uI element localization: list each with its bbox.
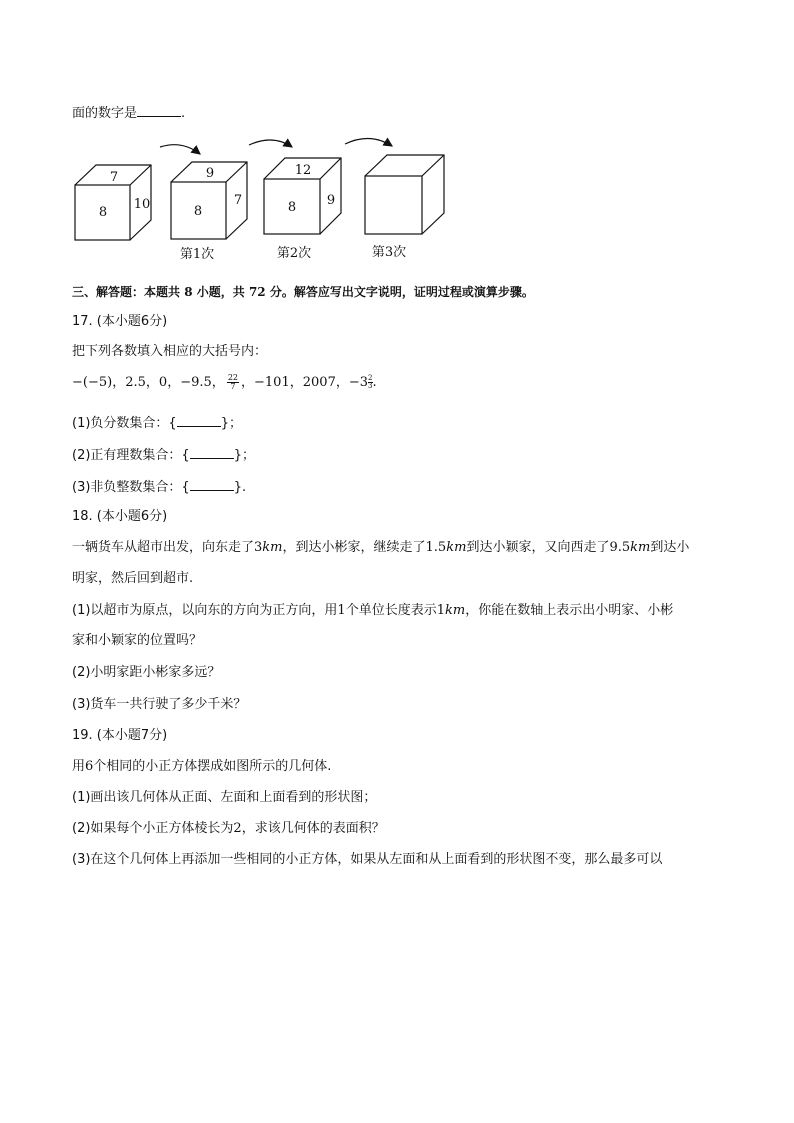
cube0-front: 8 (98, 205, 108, 220)
arrow-3 (345, 138, 392, 146)
label-step-3: 第3次 (371, 245, 407, 260)
fraction-2-3: $\frac{2}{3}$ (368, 374, 373, 390)
cube1-top: 9 (205, 166, 215, 181)
arrow-2 (249, 140, 292, 147)
label-step-1: 第1次 (179, 247, 215, 262)
cube2-top: 12 (294, 163, 312, 178)
answer-blank[interactable] (190, 478, 234, 491)
cube2-side: 9 (326, 193, 336, 208)
cube-3 (365, 155, 444, 234)
section-3-heading: 三、解答题：本题共 8 小题，共 72 分。解答应写出文字说明，证明过程或演算步骤。 (72, 285, 534, 299)
label-step-2: 第2次 (276, 246, 312, 261)
q18-part-1-a: (1)以超市为原点，以向东的方向为正方向，用1个单位长度表示1km，你能在数轴上表示出小明家、小彬 (72, 603, 674, 618)
q18-part-3: (3)货车一共行驶了多少千米？ (72, 697, 247, 712)
q17-part-1: (1)负分数集合：{ }； (72, 416, 242, 431)
q19-header: 19. (本小题7分) (72, 728, 168, 743)
q19-line-1: 用6个相同的小正方体摆成如图所示的几何体. (72, 759, 332, 774)
cube-rolling-figure (0, 130, 794, 270)
cube2-front: 8 (287, 200, 297, 215)
q17-part-2: (2)正有理数集合：{ }； (72, 448, 255, 463)
q18-part-1-b: 家和小颖家的位置吗？ (72, 633, 203, 648)
q18-line-1: 一辆货车从超市出发，向东走了3km，到达小彬家，继续走了1.5km到达小颖家，又向西走了9.5km到达小 (72, 540, 690, 555)
q18-line-2: 明家，然后回到超市. (72, 571, 194, 586)
q19-part-2: (2)如果每个小正方体棱长为2，求该几何体的表面积？ (72, 821, 385, 836)
intro-line: 面的数字是 . (72, 106, 186, 121)
answer-blank[interactable] (137, 104, 181, 117)
cube1-front: 8 (193, 204, 203, 219)
q19-part-3: (3)在这个几何体上再添加一些相同的小正方体，如果从左面和从上面看到的形状图不变，那么最多可以 (72, 852, 663, 867)
fraction-22-7: $\frac{22}{7}$ (227, 373, 238, 391)
q17-instruction: 把下列各数填入相应的大括号内： (72, 344, 268, 359)
q18-header: 18. (本小题6分) (72, 509, 168, 524)
q17-header: 17. (本小题6分) (72, 314, 168, 329)
q18-part-2: (2)小明家距小彬家多远？ (72, 665, 221, 680)
q17-number-list: −(−5)，2.5，0，−9.5， $\frac{22}{7}$ ，−101，2007，−3 $\frac{2}{3}$ . (72, 373, 377, 391)
cube0-top: 7 (109, 170, 119, 185)
q17-part-3: (3)非负整数集合：{ }. (72, 480, 247, 495)
arrow-1 (160, 145, 200, 154)
q19-part-1: (1)画出该几何体从正面、左面和上面看到的形状图； (72, 790, 377, 805)
answer-blank[interactable] (177, 414, 221, 427)
cube0-side: 10 (133, 197, 151, 212)
cube1-side: 7 (233, 193, 243, 208)
answer-blank[interactable] (190, 446, 234, 459)
